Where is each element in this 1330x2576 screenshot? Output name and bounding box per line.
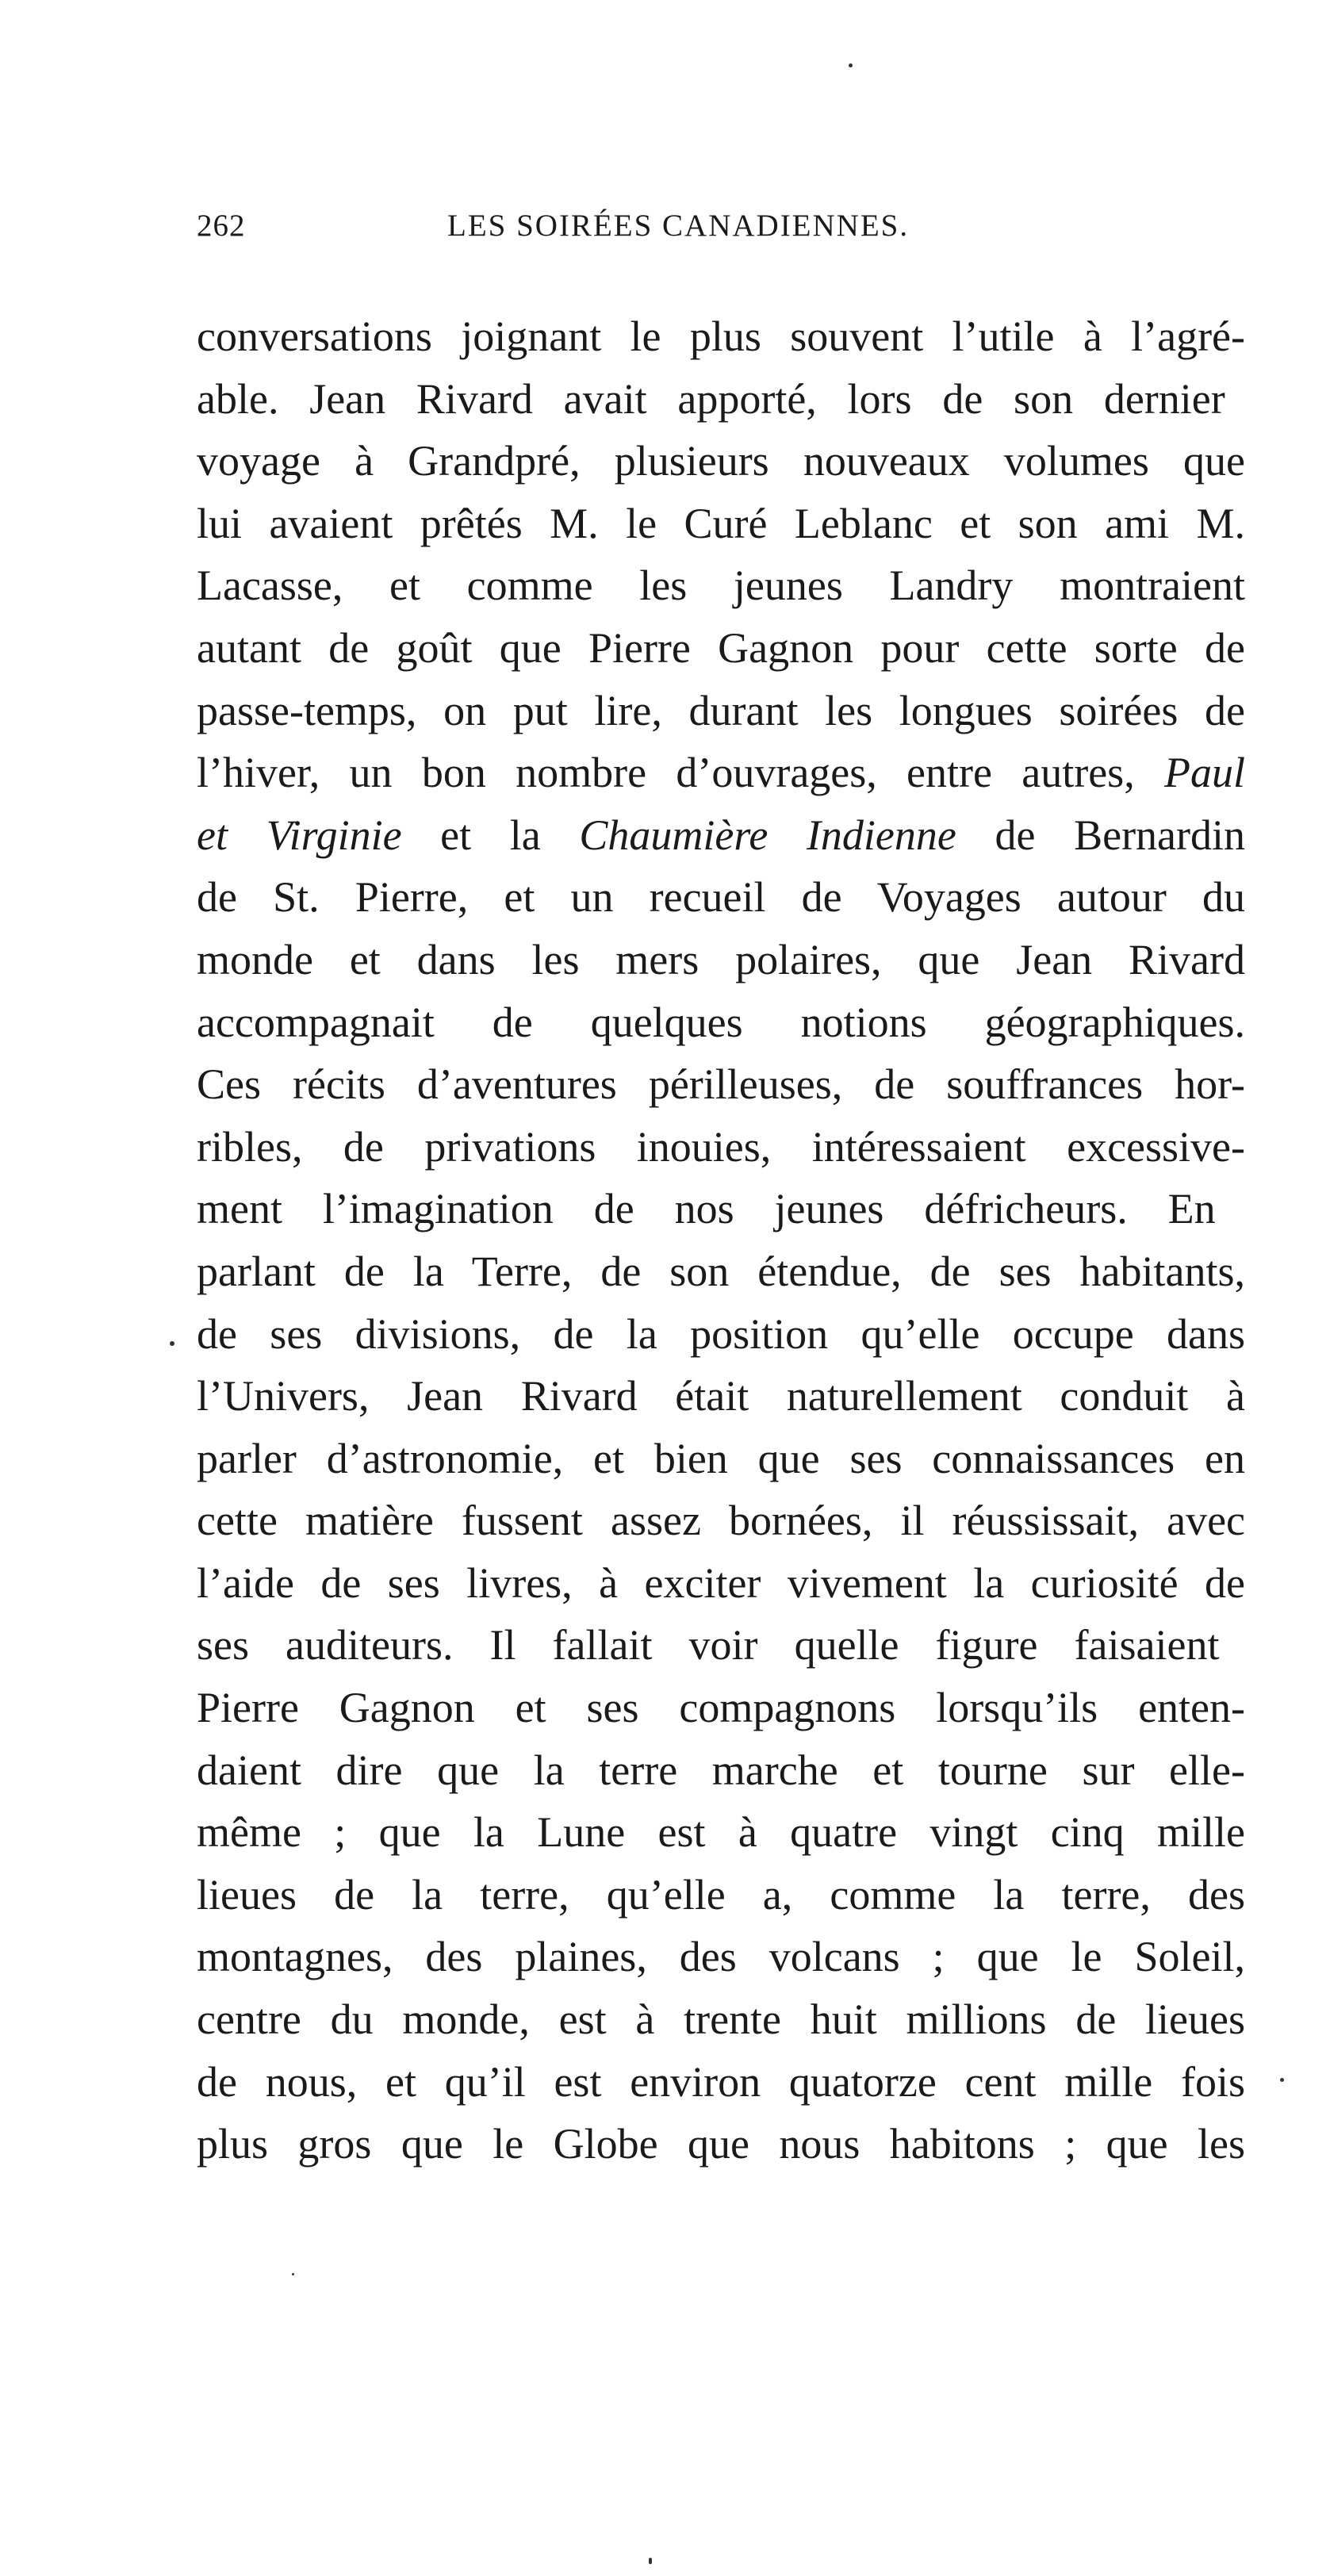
text-line [197,1178,1245,1240]
line-text: centre du monde, est à trente huit millions de lieues [197,1995,1245,2044]
text-line [197,368,1245,431]
line-text: ses auditeurs. Il fallait voir quelle figure faisaient [197,1621,1220,1669]
line-text: et la [401,811,580,859]
line-text: parlant de la Terre, de son étendue, de ses habitants, [197,1247,1245,1295]
line-text: de nous, et qu’il est environ quatorze cent mille fois [197,2057,1245,2106]
text-line [197,1303,1245,1366]
line-text: Lacasse, et comme les jeunes Landry montraient [197,562,1245,610]
text-line [197,866,1245,929]
line-text: plus gros que le Globe que nous habitons ; que les [197,2120,1245,2168]
print-speck [170,1341,174,1346]
text-line [197,742,1245,804]
text-line [197,2113,1245,2175]
line-text: able. Jean Rivard avait apporté, lors de son dernier [197,374,1225,423]
line-text: accompagnait de quelques notions géographiques. [197,998,1245,1046]
line-text: de St. Pierre, et un recueil de Voyages autour du [197,873,1245,922]
line-text: lui avaient prêtés M. le Curé Leblanc et son ami M. [197,499,1245,547]
text-line [197,1053,1245,1116]
line-text: cette matière fussent assez bornées, il réussissait, avec [197,1497,1245,1545]
line-text: Ces récits d’aventures périlleuses, de souffrances hor- [197,1060,1245,1109]
text-line [197,554,1245,617]
text-line [197,1677,1245,1739]
line-text: l’aide de ses livres, à exciter vivement la curiosité de [197,1558,1245,1607]
text-line [197,1739,1245,1802]
line-text: montagnes, des plaines, des volcans ; que le Soleil, [197,1933,1245,1981]
line-text: conversations joignant le plus souvent l’utile à l’agré- [197,312,1245,360]
body-text [197,305,1245,2241]
text-line [197,1926,1245,1988]
text-line [197,929,1245,991]
text-line [197,1988,1245,2051]
line-text: daient dire que la terre marche et tourne sur elle- [197,1746,1245,1794]
line-text: monde et dans les mers polaires, que Jean Rivard [197,935,1245,983]
text-line [197,1240,1245,1303]
line-text: même ; que la Lune est à quatre vingt cinq mille [197,1808,1245,1857]
line-text: Pierre Gagnon et ses compagnons lorsqu’ils enten- [197,1684,1245,1732]
line-text: passe-temps, on put lire, durant les longues soirées de [197,686,1245,734]
print-speck [849,63,853,67]
text-line [197,305,1245,368]
print-speck [292,2273,294,2275]
italic-title-text: et Virginie [197,811,402,859]
italic-title-text: Paul [1164,749,1245,797]
line-text: voyage à Grandpré, plusieurs nouveaux volumes que [197,437,1245,485]
line-text: l’hiver, un bon nombre d’ouvrages, entre autres, [197,749,1164,797]
line-text: ribles, de privations inouies, intéressaient excessive- [197,1122,1245,1171]
print-speck [649,2558,652,2564]
line-text: ment l’imagination de nos jeunes défricheurs. En [197,1185,1216,1233]
text-line [197,2051,1245,2114]
text-line [197,1116,1245,1179]
text-line [197,1614,1245,1677]
text-line [197,680,1245,742]
page-header [197,208,1244,255]
print-speck [1280,2078,1284,2082]
page-number: 262 [197,209,246,243]
text-line [197,1365,1245,1428]
text-line [197,1801,1245,1864]
line-text: autant de goût que Pierre Gagnon pour cette sorte de [197,623,1245,672]
text-line [197,430,1245,493]
line-text: lieues de la terre, qu’elle a, comme la terre, des [197,1870,1245,1919]
text-line [197,991,1245,1054]
line-text: parler d’astronomie, et bien que ses connaissances en [197,1434,1245,1482]
text-line [197,1489,1245,1552]
text-line [197,1428,1245,1490]
text-line [197,493,1245,555]
text-line [197,1552,1245,1615]
line-text: de Bernardin [956,811,1246,859]
text-line [197,1864,1245,1926]
running-title: LES SOIRÉES CANADIENNES. [447,209,910,243]
italic-title-text: Chaumière Indienne [579,811,956,859]
line-text: l’Univers, Jean Rivard était naturellement conduit à [197,1372,1245,1420]
text-line [197,804,1245,867]
line-text: de ses divisions, de la position qu’elle occupe dans [197,1309,1245,1358]
text-line [197,617,1245,680]
